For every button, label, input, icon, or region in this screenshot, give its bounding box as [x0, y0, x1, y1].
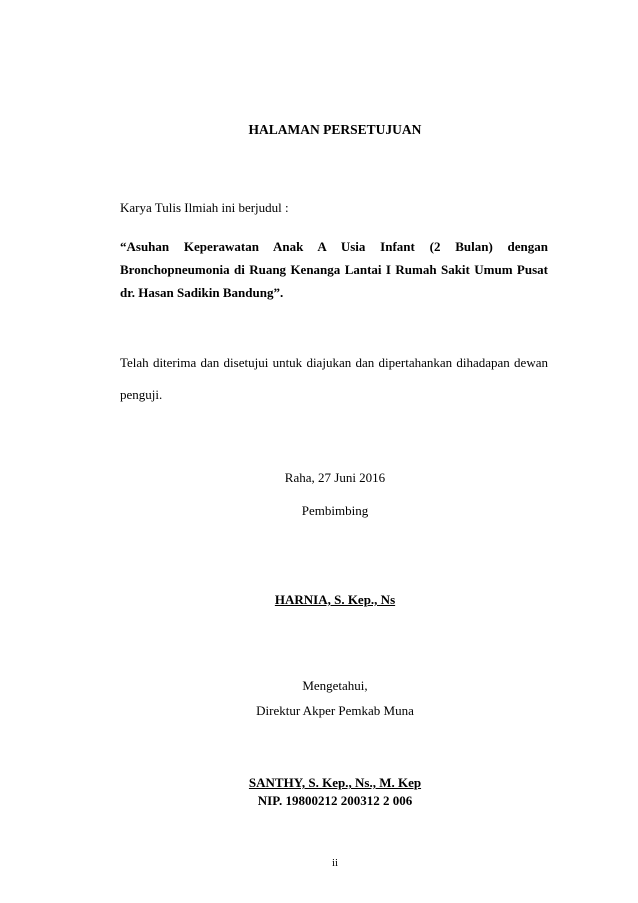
director-title: Direktur Akper Pemkab Muna	[256, 703, 414, 718]
thesis-title-line: dr. Hasan Sadikin Bandung”.	[120, 285, 284, 300]
acknowledged-label: Mengetahui,	[302, 678, 368, 693]
approval-statement	[120, 356, 548, 402]
thesis-title-line: “Asuhan Keperawatan Anak A Usia Infant (2 Bulan) dengan	[120, 239, 548, 254]
approval-statement-line: penguji.	[120, 387, 163, 402]
thesis-title-line: Bronchopneumonia di Ruang Kenanga Lantai I Rumah Sakit Umum Pusat	[120, 262, 548, 277]
page-title: HALAMAN PERSETUJUAN	[248, 122, 422, 137]
page-number: ii	[331, 857, 339, 869]
director-name: SANTHY, S. Kep., Ns., M. Kep	[248, 775, 422, 790]
advisor-label: Pembimbing	[301, 503, 369, 518]
thesis-title	[120, 235, 548, 304]
intro-text: Karya Tulis Ilmiah ini berjudul :	[120, 200, 289, 215]
advisor-name: HARNIA, S. Kep., Ns	[274, 592, 396, 607]
place-date: Raha, 27 Juni 2016	[284, 470, 386, 485]
director-nip: NIP. 19800212 200312 2 006	[257, 793, 413, 808]
approval-statement-line: Telah diterima dan disetujui untuk diajukan dan dipertahankan dihadapan dewan	[120, 355, 548, 370]
